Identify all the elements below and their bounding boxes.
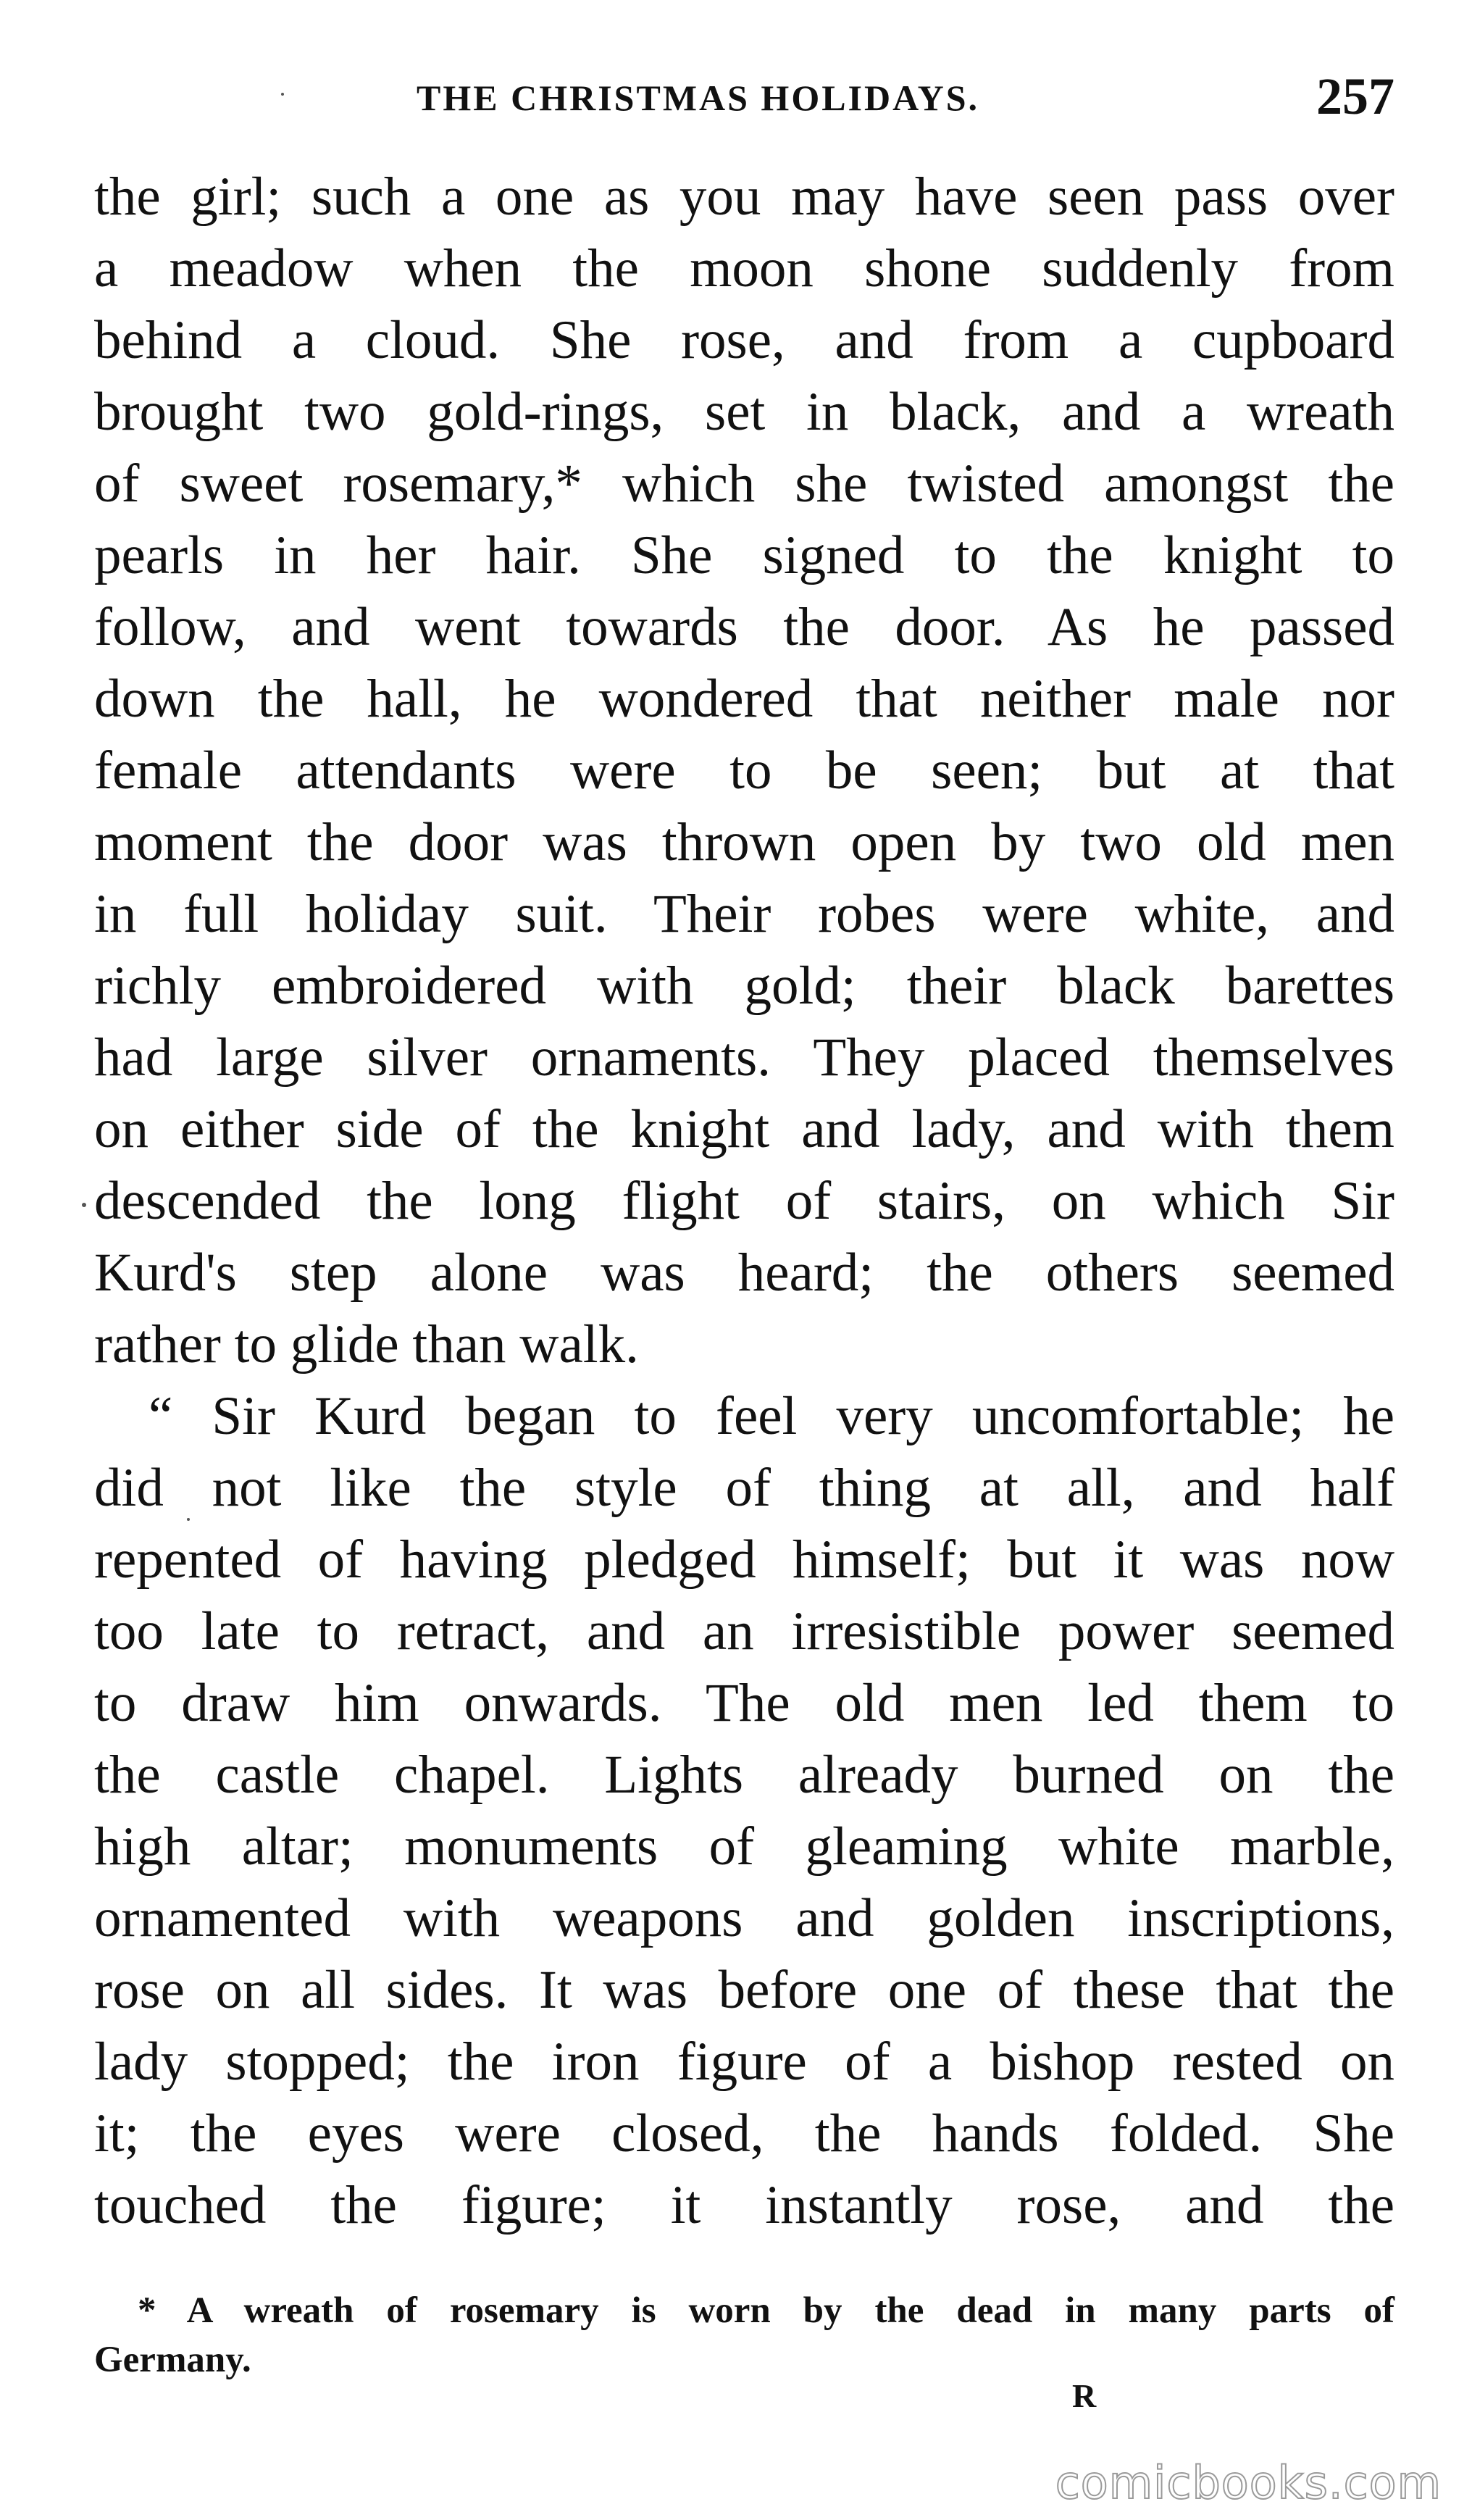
footnote-line: * A wreath of rosemary is worn by the dead in many parts of xyxy=(138,2290,1394,2331)
text-line: a meadow when the moon shone suddenly from xyxy=(94,238,1394,299)
text-line: rose on all sides. It was before one of these that the xyxy=(94,1960,1394,2020)
signature-mark: R xyxy=(1072,2377,1097,2414)
text-line: pearls in her hair. She signed to the knight to xyxy=(94,525,1394,585)
running-head xyxy=(94,67,1394,139)
text-line: repented of having pledged himself; but it was now xyxy=(94,1530,1394,1590)
paper-speck xyxy=(82,1203,86,1207)
text-line: down the hall, he wondered that neither male nor xyxy=(94,669,1394,729)
text-line: in full holiday suit. Their robes were white, and xyxy=(94,884,1394,944)
text-line: touched the figure; it instantly rose, and the xyxy=(94,2175,1394,2235)
paper-speck xyxy=(281,93,284,96)
text-line: the girl; such a one as you may have seen pass over xyxy=(94,167,1394,227)
text-line: it; the eyes were closed, the hands folded. She xyxy=(94,2103,1394,2164)
paragraph-end-line: rather to glide than walk. xyxy=(94,1314,639,1374)
running-title: THE CHRISTMAS HOLIDAYS. xyxy=(417,78,980,118)
text-line: to draw him onwards. The old men led them to xyxy=(94,1673,1394,1733)
text-line: follow, and went towards the door. As he passed xyxy=(94,597,1394,657)
text-line: ornamented with weapons and golden inscriptions, xyxy=(94,1888,1394,1948)
body-text xyxy=(94,161,1394,2241)
text-line: moment the door was thrown open by two old men xyxy=(94,812,1394,872)
text-line: lady stopped; the iron figure of a bishop rested on xyxy=(94,2032,1394,2092)
watermark: comicbooks.com xyxy=(1055,2456,1442,2509)
text-line: high altar; monuments of gleaming white marble, xyxy=(94,1816,1394,1877)
text-line: richly embroidered with gold; their black barettes xyxy=(94,956,1394,1016)
text-line: on either side of the knight and lady, and with them xyxy=(94,1099,1394,1159)
text-line: descended the long flight of stairs, on which Sir xyxy=(94,1171,1394,1231)
text-line: brought two gold-rings, set in black, and a wreath xyxy=(94,382,1394,442)
text-line: behind a cloud. She rose, and from a cupboard xyxy=(94,310,1394,370)
text-line: too late to retract, and an irresistible power seemed xyxy=(94,1601,1394,1661)
text-line: Kurd's step alone was heard; the others seemed xyxy=(94,1243,1394,1303)
text-line: did not like the style of thing at all, and half xyxy=(94,1458,1394,1518)
text-line: of sweet rosemary,* which she twisted amongst the xyxy=(94,454,1394,514)
footnote xyxy=(94,2286,1394,2385)
text-line: the castle chapel. Lights already burned on the xyxy=(94,1745,1394,1805)
text-line: female attendants were to be seen; but at that xyxy=(94,740,1394,801)
page-number: 257 xyxy=(1316,67,1394,125)
paper-speck xyxy=(187,1518,190,1521)
footnote-line: Germany. xyxy=(94,2340,251,2380)
text-line: had large silver ornaments. They placed themselves xyxy=(94,1027,1394,1088)
paragraph-start-line: “ Sir Kurd began to feel very uncomfortable; he xyxy=(149,1386,1394,1446)
